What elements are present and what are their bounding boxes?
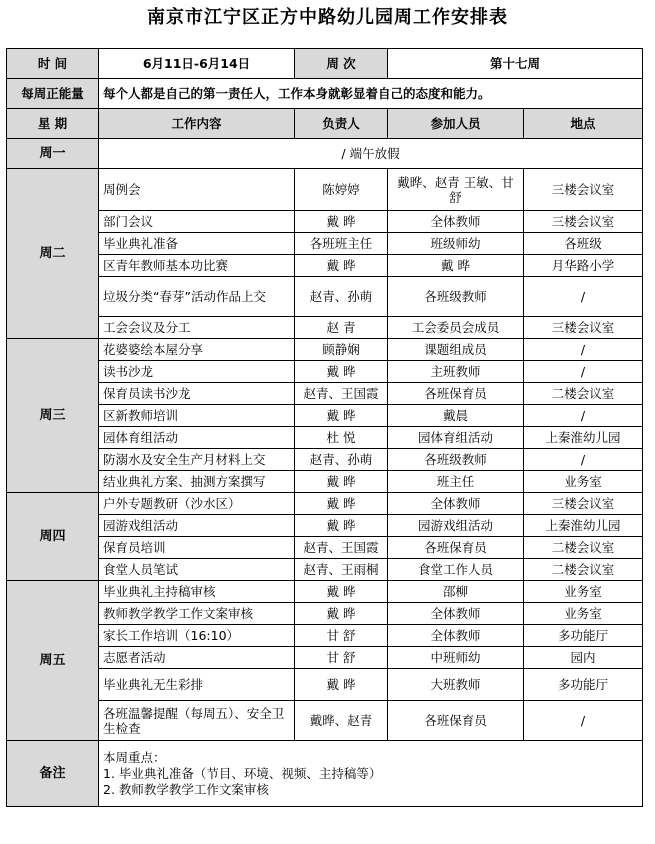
- task-cell: 家长工作培训（16:10）: [99, 625, 295, 647]
- owner-cell: 戴 晔: [295, 581, 388, 603]
- day-friday-label: 周五: [7, 581, 99, 741]
- location-cell: 业务室: [524, 471, 643, 493]
- task-cell: 园体育组活动: [99, 427, 295, 449]
- day-tuesday-label: 周二: [7, 169, 99, 339]
- owner-cell: 戴晔、赵青: [295, 701, 388, 741]
- owner-cell: 戴 晔: [295, 211, 388, 233]
- location-cell: 业务室: [524, 581, 643, 603]
- week-label: 周 次: [295, 49, 388, 79]
- day-row: [7, 139, 643, 169]
- owner-cell: 赵青、王国霞: [295, 383, 388, 405]
- location-cell: 二楼会议室: [524, 537, 643, 559]
- participants-cell: 戴晨: [388, 405, 524, 427]
- participants-cell: 工会委员会成员: [388, 317, 524, 339]
- owner-cell: 顾静娴: [295, 339, 388, 361]
- owner-cell: 陈婷婷: [295, 169, 388, 211]
- task-cell: 食堂人员笔试: [99, 559, 295, 581]
- location-cell: 三楼会议室: [524, 211, 643, 233]
- task-cell: 读书沙龙: [99, 361, 295, 383]
- participants-cell: 各班保育员: [388, 383, 524, 405]
- location-cell: 二楼会议室: [524, 383, 643, 405]
- task-cell: 工会会议及分工: [99, 317, 295, 339]
- table-row: [7, 233, 643, 255]
- task-cell: 防溺水及安全生产月材料上交: [99, 449, 295, 471]
- task-cell: 部门会议: [99, 211, 295, 233]
- time-label: 时 间: [7, 49, 99, 79]
- owner-cell: 戴 晔: [295, 669, 388, 701]
- day-wednesday-label: 周三: [7, 339, 99, 493]
- header-row-energy: [7, 79, 643, 109]
- participants-cell: 全体教师: [388, 625, 524, 647]
- owner-cell: 杜 悦: [295, 427, 388, 449]
- owner-cell: 戴 晔: [295, 603, 388, 625]
- table-row: [7, 701, 643, 741]
- location-cell: /: [524, 339, 643, 361]
- notes-line: 2. 教师教学教学工作文案审核: [103, 781, 269, 797]
- day-thursday-label: 周四: [7, 493, 99, 581]
- participants-cell: 园体育组活动: [388, 427, 524, 449]
- participants-cell: 戴 晔: [388, 255, 524, 277]
- participants-cell: 各班保育员: [388, 537, 524, 559]
- notes-line: 1. 毕业典礼准备（节目、环境、视频、主持稿等）: [103, 765, 382, 781]
- participants-cell: 戴晔、赵青 王敏、甘舒: [388, 169, 524, 211]
- participants-cell: 班级师幼: [388, 233, 524, 255]
- table-row: [7, 603, 643, 625]
- task-cell: 毕业典礼准备: [99, 233, 295, 255]
- location-cell: 业务室: [524, 603, 643, 625]
- owner-cell: 赵青、王国霞: [295, 537, 388, 559]
- location-cell: 二楼会议室: [524, 559, 643, 581]
- participants-cell: 中班师幼: [388, 647, 524, 669]
- participants-cell: 班主任: [388, 471, 524, 493]
- task-cell: 结业典礼方案、抽测方案撰写: [99, 471, 295, 493]
- table-row: [7, 647, 643, 669]
- owner-cell: 戴 晔: [295, 405, 388, 427]
- table-row: [7, 211, 643, 233]
- owner-cell: 赵青、孙萌: [295, 277, 388, 317]
- col-day: 星 期: [7, 109, 99, 139]
- owner-cell: 赵 青: [295, 317, 388, 339]
- table-row: [7, 317, 643, 339]
- owner-cell: 戴 晔: [295, 361, 388, 383]
- table-row: [7, 581, 643, 603]
- task-cell: 户外专题教研（沙水区）: [99, 493, 295, 515]
- location-cell: /: [524, 277, 643, 317]
- participants-cell: 食堂工作人员: [388, 559, 524, 581]
- participants-cell: 园游戏组活动: [388, 515, 524, 537]
- participants-cell: 课题组成员: [388, 339, 524, 361]
- table-row: [7, 669, 643, 701]
- table-row: [7, 537, 643, 559]
- participants-cell: 全体教师: [388, 211, 524, 233]
- participants-cell: 各班级教师: [388, 277, 524, 317]
- energy-label: 每周正能量: [7, 79, 99, 109]
- time-value: 6月11日-6月14日: [99, 49, 295, 79]
- location-cell: 月华路小学: [524, 255, 643, 277]
- notes-line: 本周重点：: [103, 749, 166, 765]
- task-cell: 保育员读书沙龙: [99, 383, 295, 405]
- col-participants: 参加人员: [388, 109, 524, 139]
- participants-cell: 大班教师: [388, 669, 524, 701]
- table-row: [7, 339, 643, 361]
- participants-cell: 各班保育员: [388, 701, 524, 741]
- location-cell: 各班级: [524, 233, 643, 255]
- location-cell: /: [524, 701, 643, 741]
- notes-row: [7, 741, 643, 807]
- header-row-time: [7, 49, 643, 79]
- location-cell: 园内: [524, 647, 643, 669]
- col-owner: 负责人: [295, 109, 388, 139]
- task-cell: 保育员培训: [99, 537, 295, 559]
- location-cell: 三楼会议室: [524, 317, 643, 339]
- task-cell: 教师教学教学工作文案审核: [99, 603, 295, 625]
- table-row: [7, 169, 643, 211]
- table-row: [7, 515, 643, 537]
- participants-cell: 全体教师: [388, 493, 524, 515]
- participants-cell: 各班级教师: [388, 449, 524, 471]
- task-cell: 毕业典礼无生彩排: [99, 669, 295, 701]
- day-monday-label: 周一: [7, 139, 99, 169]
- notes-label: 备注: [7, 741, 99, 807]
- owner-cell: 戴 晔: [295, 493, 388, 515]
- table-row: [7, 559, 643, 581]
- table-row: [7, 277, 643, 317]
- location-cell: 上秦淮幼儿园: [524, 427, 643, 449]
- table-row: [7, 427, 643, 449]
- participants-cell: 邵柳: [388, 581, 524, 603]
- task-cell: 毕业典礼主持稿审核: [99, 581, 295, 603]
- participants-cell: 主班教师: [388, 361, 524, 383]
- location-cell: 三楼会议室: [524, 493, 643, 515]
- owner-cell: 甘 舒: [295, 647, 388, 669]
- task-cell: 志愿者活动: [99, 647, 295, 669]
- task-cell: 区新教师培训: [99, 405, 295, 427]
- table-row: [7, 405, 643, 427]
- schedule-table: [6, 48, 643, 807]
- location-cell: /: [524, 449, 643, 471]
- table-row: [7, 361, 643, 383]
- energy-value: 每个人都是自己的第一责任人，工作本身就彰显着自己的态度和能力。: [99, 79, 643, 109]
- table-row: [7, 255, 643, 277]
- page-title: 南京市江宁区正方中路幼儿园周工作安排表: [147, 7, 508, 28]
- owner-cell: 甘 舒: [295, 625, 388, 647]
- location-cell: 三楼会议室: [524, 169, 643, 211]
- task-cell: 周例会: [99, 169, 295, 211]
- owner-cell: 戴 晔: [295, 515, 388, 537]
- location-cell: 上秦淮幼儿园: [524, 515, 643, 537]
- task-cell: 区青年教师基本功比赛: [99, 255, 295, 277]
- owner-cell: 戴 晔: [295, 471, 388, 493]
- table-row: [7, 625, 643, 647]
- col-task: 工作内容: [99, 109, 295, 139]
- task-cell: 花婆婆绘本屋分享: [99, 339, 295, 361]
- table-row: [7, 449, 643, 471]
- owner-cell: 各班班主任: [295, 233, 388, 255]
- column-header-row: [7, 109, 643, 139]
- participants-cell: 全体教师: [388, 603, 524, 625]
- task-cell: 垃圾分类“春芽”活动作品上交: [99, 277, 295, 317]
- table-row: [7, 471, 643, 493]
- notes-content: [99, 741, 643, 807]
- week-value: 第十七周: [388, 49, 643, 79]
- col-location: 地点: [524, 109, 643, 139]
- location-cell: /: [524, 405, 643, 427]
- location-cell: /: [524, 361, 643, 383]
- task-cell: 园游戏组活动: [99, 515, 295, 537]
- owner-cell: 赵青、王雨桐: [295, 559, 388, 581]
- day-monday-note: / 端午放假: [99, 139, 643, 169]
- table-row: [7, 493, 643, 515]
- owner-cell: 戴 晔: [295, 255, 388, 277]
- table-row: [7, 383, 643, 405]
- owner-cell: 赵青、孙萌: [295, 449, 388, 471]
- location-cell: 多功能厅: [524, 669, 643, 701]
- location-cell: 多功能厅: [524, 625, 643, 647]
- task-cell: 各班温馨提醒（每周五）、安全卫生检查: [99, 701, 295, 741]
